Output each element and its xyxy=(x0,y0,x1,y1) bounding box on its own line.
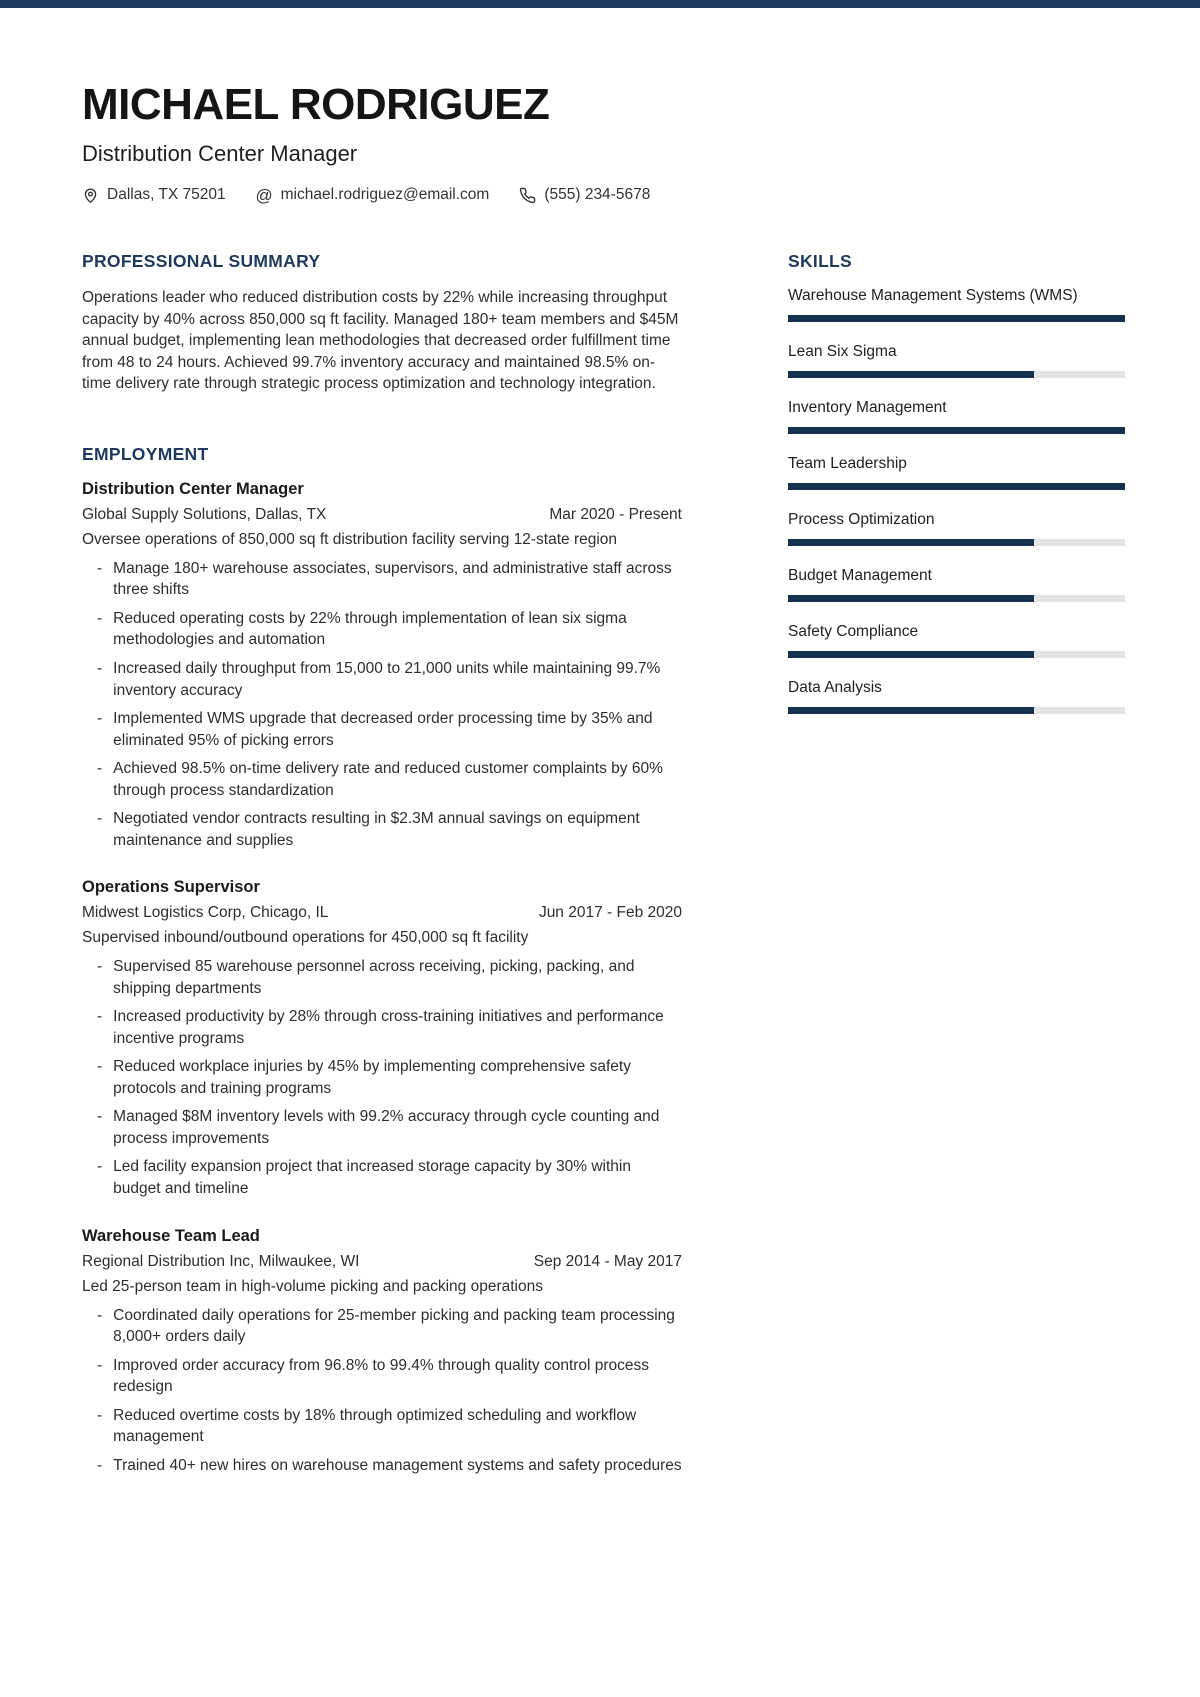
bullet-text: Reduced operating costs by 22% through implementation of lean six sigma methodologies and automation xyxy=(113,609,627,649)
bullet-dash: - xyxy=(97,810,103,828)
skill-item xyxy=(788,287,1125,322)
summary-heading: PROFESSIONAL SUMMARY xyxy=(82,251,321,272)
skills-heading: SKILLS xyxy=(788,251,853,272)
job-bullet xyxy=(82,1405,682,1448)
skill-name: Data Analysis xyxy=(788,679,882,697)
bullet-dash: - xyxy=(97,1008,103,1026)
job-title: Distribution Center Manager xyxy=(82,479,304,498)
job-dates: Sep 2014 - May 2017 xyxy=(533,1252,682,1270)
job-title: Operations Supervisor xyxy=(82,878,260,897)
skill-name: Safety Compliance xyxy=(788,623,919,641)
bullet-dash: - xyxy=(97,760,103,778)
bullet-text: Implemented WMS upgrade that decreased order processing time by 35% and eliminated 95% of picking errors xyxy=(113,710,653,749)
bullet-text: Reduced overtime costs by 18% through optimized scheduling and workflow management xyxy=(113,1406,637,1446)
skill-name: Process Optimization xyxy=(788,511,935,529)
bullet-text: Managed $8M inventory levels with 99.2% accuracy through cycle counting and process improvements xyxy=(113,1108,660,1147)
resume-header xyxy=(82,82,1125,204)
job-bullet xyxy=(82,608,682,651)
skill-name: Inventory Management xyxy=(788,399,947,417)
employment-section xyxy=(82,444,682,1476)
skill-name: Team Leadership xyxy=(788,455,907,473)
skill-bar-fill xyxy=(788,707,1034,714)
skill-bar-track xyxy=(788,427,1125,434)
skill-bar-fill xyxy=(788,483,1125,490)
bullet-dash: - xyxy=(97,710,103,728)
location-pin-icon xyxy=(82,187,99,204)
bullet-dash: - xyxy=(97,958,103,976)
job-intro: Led 25-person team in high-volume picking and packing operations xyxy=(82,1277,543,1295)
contact-email-text: michael.rodriguez@email.com xyxy=(280,186,490,204)
skill-bar-track xyxy=(788,595,1125,602)
job-company: Midwest Logistics Corp, Chicago, IL xyxy=(82,904,329,922)
candidate-title: Distribution Center Manager xyxy=(82,141,358,167)
skill-item xyxy=(788,455,1125,490)
bullet-dash: - xyxy=(97,1108,103,1126)
job-company-row xyxy=(82,1253,682,1271)
skill-bar-fill xyxy=(788,371,1034,378)
contact-phone-text: (555) 234-5678 xyxy=(544,186,651,204)
bullet-dash: - xyxy=(97,1406,103,1424)
job-entry xyxy=(82,1227,682,1477)
job-dates: Mar 2020 - Present xyxy=(549,505,682,523)
skills-section xyxy=(788,251,1125,714)
skill-item xyxy=(788,567,1125,602)
job-intro: Supervised inbound/outbound operations for 450,000 sq ft facility xyxy=(82,929,529,947)
skill-item xyxy=(788,623,1125,658)
job-company-row xyxy=(82,904,682,922)
skill-bar-track xyxy=(788,315,1125,322)
job-bullet xyxy=(82,1006,682,1049)
skill-item xyxy=(788,511,1125,546)
bullet-dash: - xyxy=(97,1356,103,1374)
skill-bar-track xyxy=(788,651,1125,658)
job-bullet xyxy=(82,658,682,701)
skill-item xyxy=(788,399,1125,434)
job-bullet xyxy=(82,1156,682,1199)
skills-list xyxy=(788,287,1125,714)
job-bullet xyxy=(82,1355,682,1398)
job-entry xyxy=(82,878,682,1199)
skill-bar-fill xyxy=(788,427,1125,434)
bullet-text: Increased productivity by 28% through cross-training initiatives and performance incentive programs xyxy=(113,1008,664,1047)
bullet-text: Negotiated vendor contracts resulting in $2.3M annual savings on equipment maintenance and supplies xyxy=(113,810,640,849)
skill-name: Warehouse Management Systems (WMS) xyxy=(788,287,1078,305)
job-intro: Oversee operations of 850,000 sq ft distribution facility serving 12-state region xyxy=(82,530,618,548)
employment-heading: EMPLOYMENT xyxy=(82,443,209,464)
skill-bar-track xyxy=(788,483,1125,490)
bullet-text: Coordinated daily operations for 25-member picking and packing team processing 8,000+ orders daily xyxy=(113,1306,675,1346)
skill-bar-track xyxy=(788,371,1125,378)
skill-name: Budget Management xyxy=(788,567,932,585)
skills-column xyxy=(788,251,1125,1503)
job-bullet xyxy=(82,558,682,601)
bullet-dash: - xyxy=(97,559,103,577)
phone-icon xyxy=(519,187,536,204)
bullet-text: Increased daily throughput from 15,000 to 21,000 units while maintaining 99.7% inventory accuracy xyxy=(113,659,661,699)
job-bullet xyxy=(82,708,682,751)
bullet-dash: - xyxy=(97,1456,103,1474)
main-column xyxy=(82,251,682,1503)
skill-bar-fill xyxy=(788,539,1034,546)
bullet-text: Reduced workplace injuries by 45% by implementing comprehensive safety protocols and training programs xyxy=(113,1058,631,1097)
job-bullet xyxy=(82,1106,682,1149)
job-company: Regional Distribution Inc, Milwaukee, WI xyxy=(82,1252,360,1270)
job-title: Warehouse Team Lead xyxy=(82,1226,260,1245)
contact-email xyxy=(256,186,490,204)
bullet-text: Supervised 85 warehouse personnel across receiving, picking, packing, and shipping departments xyxy=(113,958,635,997)
job-company: Global Supply Solutions, Dallas, TX xyxy=(82,505,327,523)
skill-name: Lean Six Sigma xyxy=(788,343,897,361)
job-company-row xyxy=(82,506,682,524)
jobs-list xyxy=(82,480,682,1476)
skill-bar-track xyxy=(788,707,1125,714)
page-content xyxy=(0,8,1200,1503)
bullet-dash: - xyxy=(97,1306,103,1324)
contact-location xyxy=(82,186,226,204)
skill-bar-fill xyxy=(788,595,1034,602)
job-dates: Jun 2017 - Feb 2020 xyxy=(538,904,682,922)
skill-item xyxy=(788,679,1125,714)
job-bullet xyxy=(82,1305,682,1348)
professional-summary-section xyxy=(82,251,682,395)
columns xyxy=(82,251,1125,1503)
summary-text: Operations leader who reduced distribution costs by 22% while increasing throughput capacity by 40% across 850,000 sq ft facility. Managed 180+ team members and $45M annual budget, implementing lean methodologies that decreased order fulfillment time from 48 to 24 hours. Achieved 99.7% inventory accuracy and maintained 98.5% on-time delivery rate through strategic process optimization and technology integration. xyxy=(82,289,679,393)
job-bullet xyxy=(82,1455,682,1477)
top-accent-bar xyxy=(0,0,1200,8)
contact-row xyxy=(82,186,1125,204)
bullet-text: Trained 40+ new hires on warehouse management systems and safety procedures xyxy=(113,1456,682,1474)
skill-item xyxy=(788,343,1125,378)
bullet-text: Improved order accuracy from 96.8% to 99.4% through quality control process redesign xyxy=(113,1356,650,1396)
skill-bar-fill xyxy=(788,651,1034,658)
bullet-text: Led facility expansion project that increased storage capacity by 30% within budget and timeline xyxy=(113,1158,631,1197)
job-bullet xyxy=(82,808,682,851)
bullet-text: Manage 180+ warehouse associates, supervisors, and administrative staff across three shifts xyxy=(113,559,672,599)
skill-bar-track xyxy=(788,539,1125,546)
skill-bar-fill xyxy=(788,315,1125,322)
bullet-text: Achieved 98.5% on-time delivery rate and reduced customer complaints by 60% through process standardization xyxy=(113,760,663,799)
job-bullet xyxy=(82,758,682,801)
contact-phone xyxy=(519,186,650,204)
at-sign-icon: @ xyxy=(255,185,273,205)
job-entry xyxy=(82,480,682,851)
bullet-dash: - xyxy=(97,659,103,677)
candidate-name: MICHAEL RODRIGUEZ xyxy=(82,80,550,129)
bullet-dash: - xyxy=(97,1058,103,1076)
job-bullet xyxy=(82,1056,682,1099)
bullet-dash: - xyxy=(97,609,103,627)
contact-location-text: Dallas, TX 75201 xyxy=(107,186,226,204)
bullet-dash: - xyxy=(97,1158,103,1176)
job-bullet xyxy=(82,956,682,999)
